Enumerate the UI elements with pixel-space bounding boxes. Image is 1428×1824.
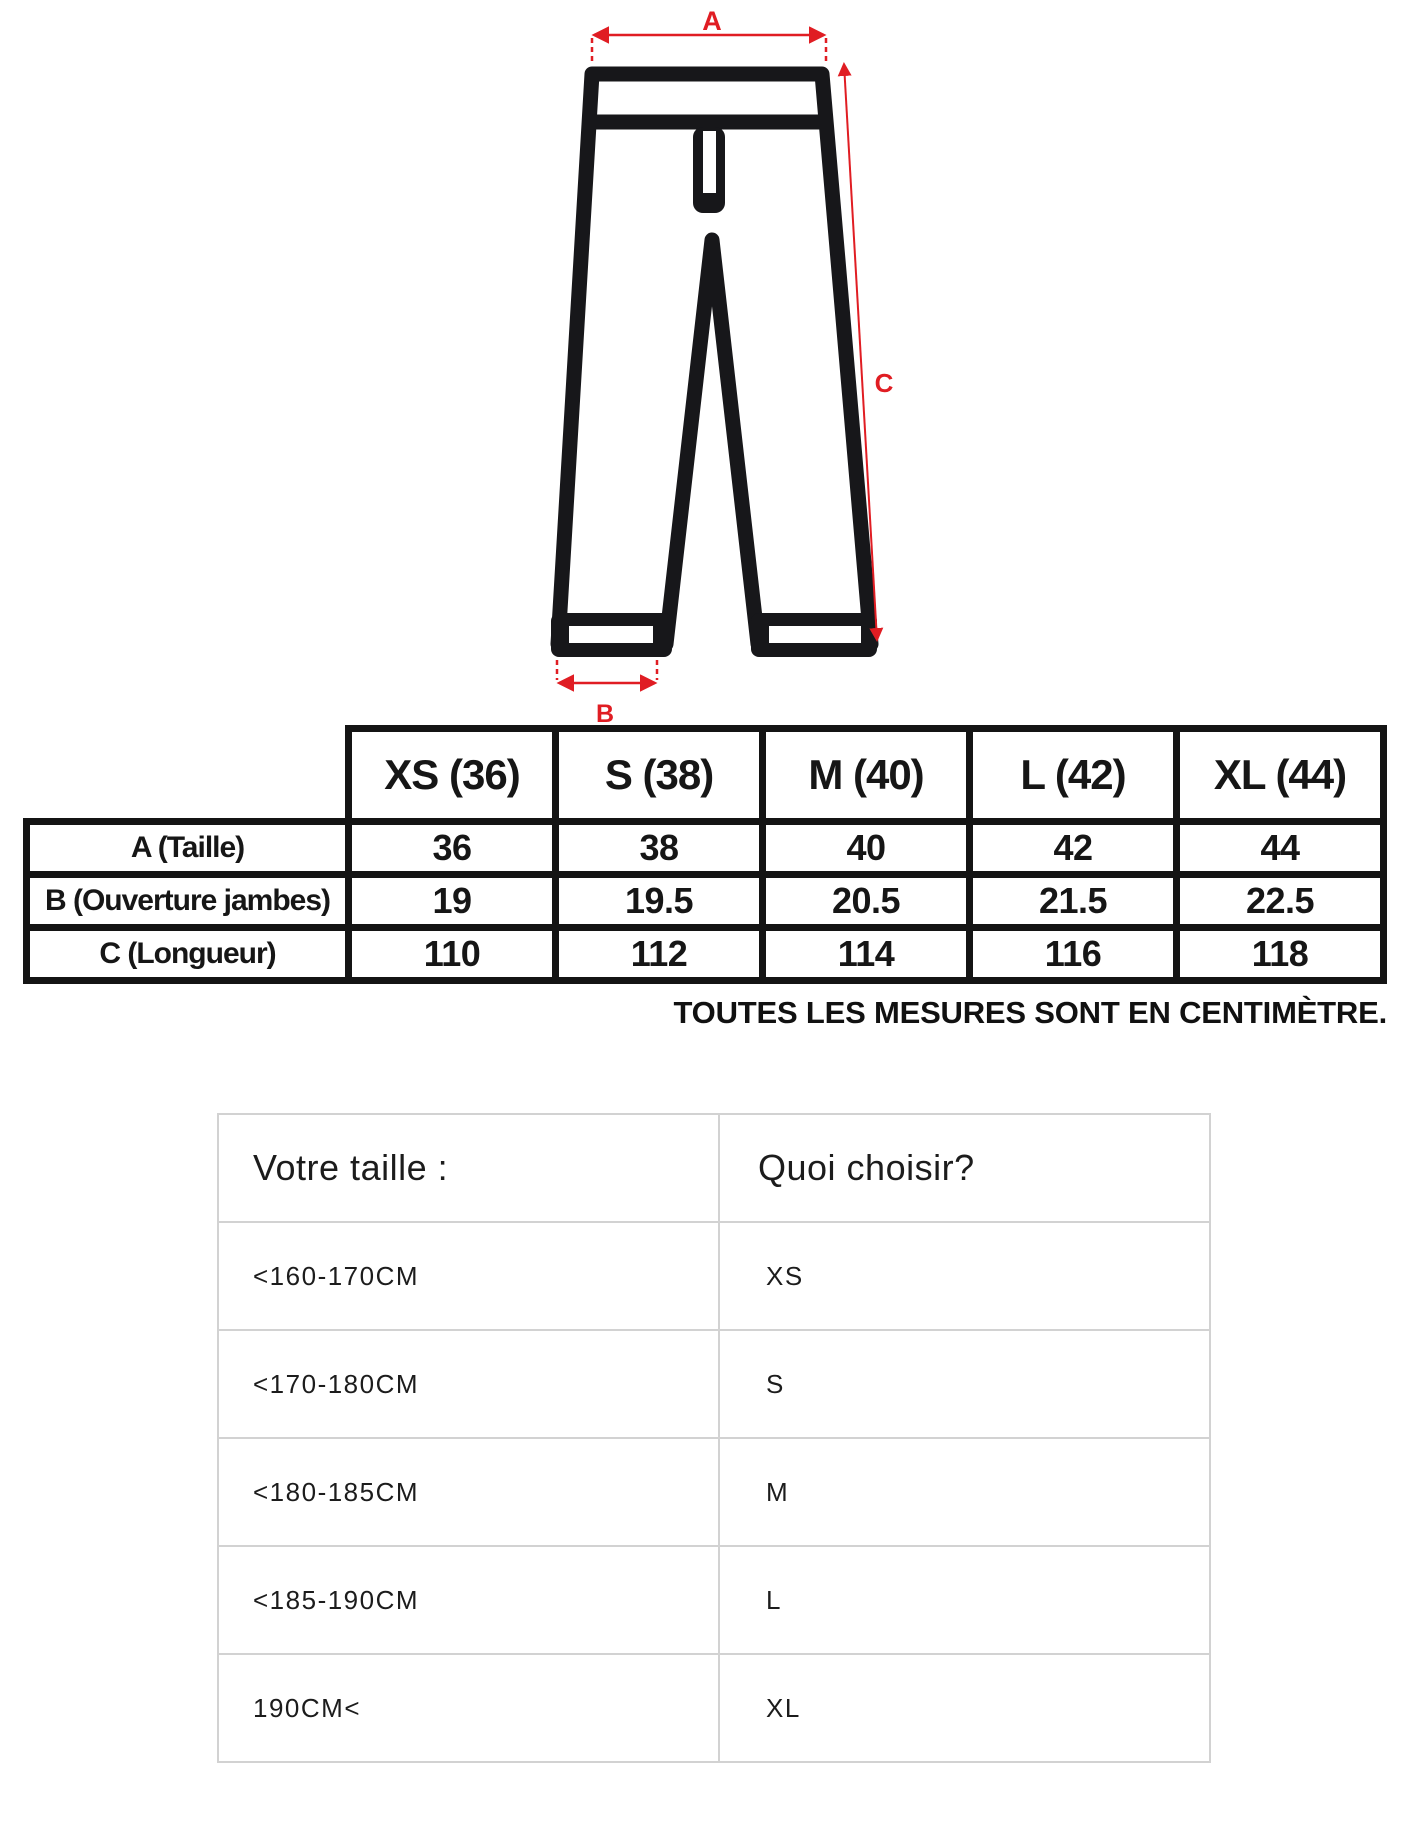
- left-cuff-slot: [569, 626, 653, 643]
- measure-value: 118: [1177, 928, 1384, 981]
- choice-header-your-size: Votre taille :: [218, 1114, 719, 1222]
- measure-value: 21.5: [970, 875, 1177, 928]
- size-choice-table: [217, 1113, 1211, 1763]
- choice-row: [218, 1546, 1210, 1654]
- measure-value: 110: [349, 928, 556, 981]
- size-measurements-table: [23, 725, 1387, 984]
- waistband-gap: [764, 82, 810, 114]
- recommended-size: S: [719, 1330, 1210, 1438]
- measure-value: 114: [763, 928, 970, 981]
- measure-value: 38: [556, 822, 763, 875]
- measure-value: 40: [763, 822, 970, 875]
- size-column-header-m: M (40): [763, 729, 970, 822]
- choice-row: [218, 1222, 1210, 1330]
- table-spacer-cell: [27, 729, 349, 822]
- units-note: TOUTES LES MESURES SONT EN CENTIMÈTRE.: [673, 995, 1387, 1030]
- measure-row-label: B (Ouverture jambes): [27, 875, 349, 928]
- fly-zipper-slot: [703, 131, 716, 193]
- size-column-header-xl: XL (44): [1177, 729, 1384, 822]
- height-range: 190CM<: [218, 1654, 719, 1762]
- pants-diagram: [520, 0, 940, 745]
- measure-value: 20.5: [763, 875, 970, 928]
- waistband-gap: [675, 82, 752, 114]
- measure-value: 19: [349, 875, 556, 928]
- measure-row-a: [27, 822, 1384, 875]
- waistband-gap: [600, 82, 662, 114]
- size-column-header-l: L (42): [970, 729, 1177, 822]
- measure-row-label: C (Longueur): [27, 928, 349, 981]
- size-column-header-xs: XS (36): [349, 729, 556, 822]
- dimension-a-label: A: [702, 6, 722, 36]
- measure-value: 22.5: [1177, 875, 1384, 928]
- measure-value: 112: [556, 928, 763, 981]
- choice-header-what-to-pick: Quoi choisir?: [719, 1114, 1210, 1222]
- height-range: <180-185CM: [218, 1438, 719, 1546]
- measure-value: 116: [970, 928, 1177, 981]
- choice-row: [218, 1654, 1210, 1762]
- measure-value: 36: [349, 822, 556, 875]
- recommended-size: M: [719, 1438, 1210, 1546]
- height-range: <185-190CM: [218, 1546, 719, 1654]
- measure-value: 42: [970, 822, 1177, 875]
- measure-row-label: A (Taille): [27, 822, 349, 875]
- dimension-c-label: C: [874, 368, 894, 398]
- measure-row-c: [27, 928, 1384, 981]
- choice-header-row: [218, 1114, 1210, 1222]
- measure-row-b: [27, 875, 1384, 928]
- recommended-size: L: [719, 1546, 1210, 1654]
- height-range: <160-170CM: [218, 1222, 719, 1330]
- size-header-row: [27, 729, 1384, 822]
- right-cuff-slot: [769, 626, 861, 643]
- size-column-header-s: S (38): [556, 729, 763, 822]
- recommended-size: XS: [719, 1222, 1210, 1330]
- height-range: <170-180CM: [218, 1330, 719, 1438]
- measure-value: 19.5: [556, 875, 763, 928]
- dimension-b-label: B: [595, 700, 615, 728]
- recommended-size: XL: [719, 1654, 1210, 1762]
- choice-row: [218, 1438, 1210, 1546]
- measure-value: 44: [1177, 822, 1384, 875]
- choice-row: [218, 1330, 1210, 1438]
